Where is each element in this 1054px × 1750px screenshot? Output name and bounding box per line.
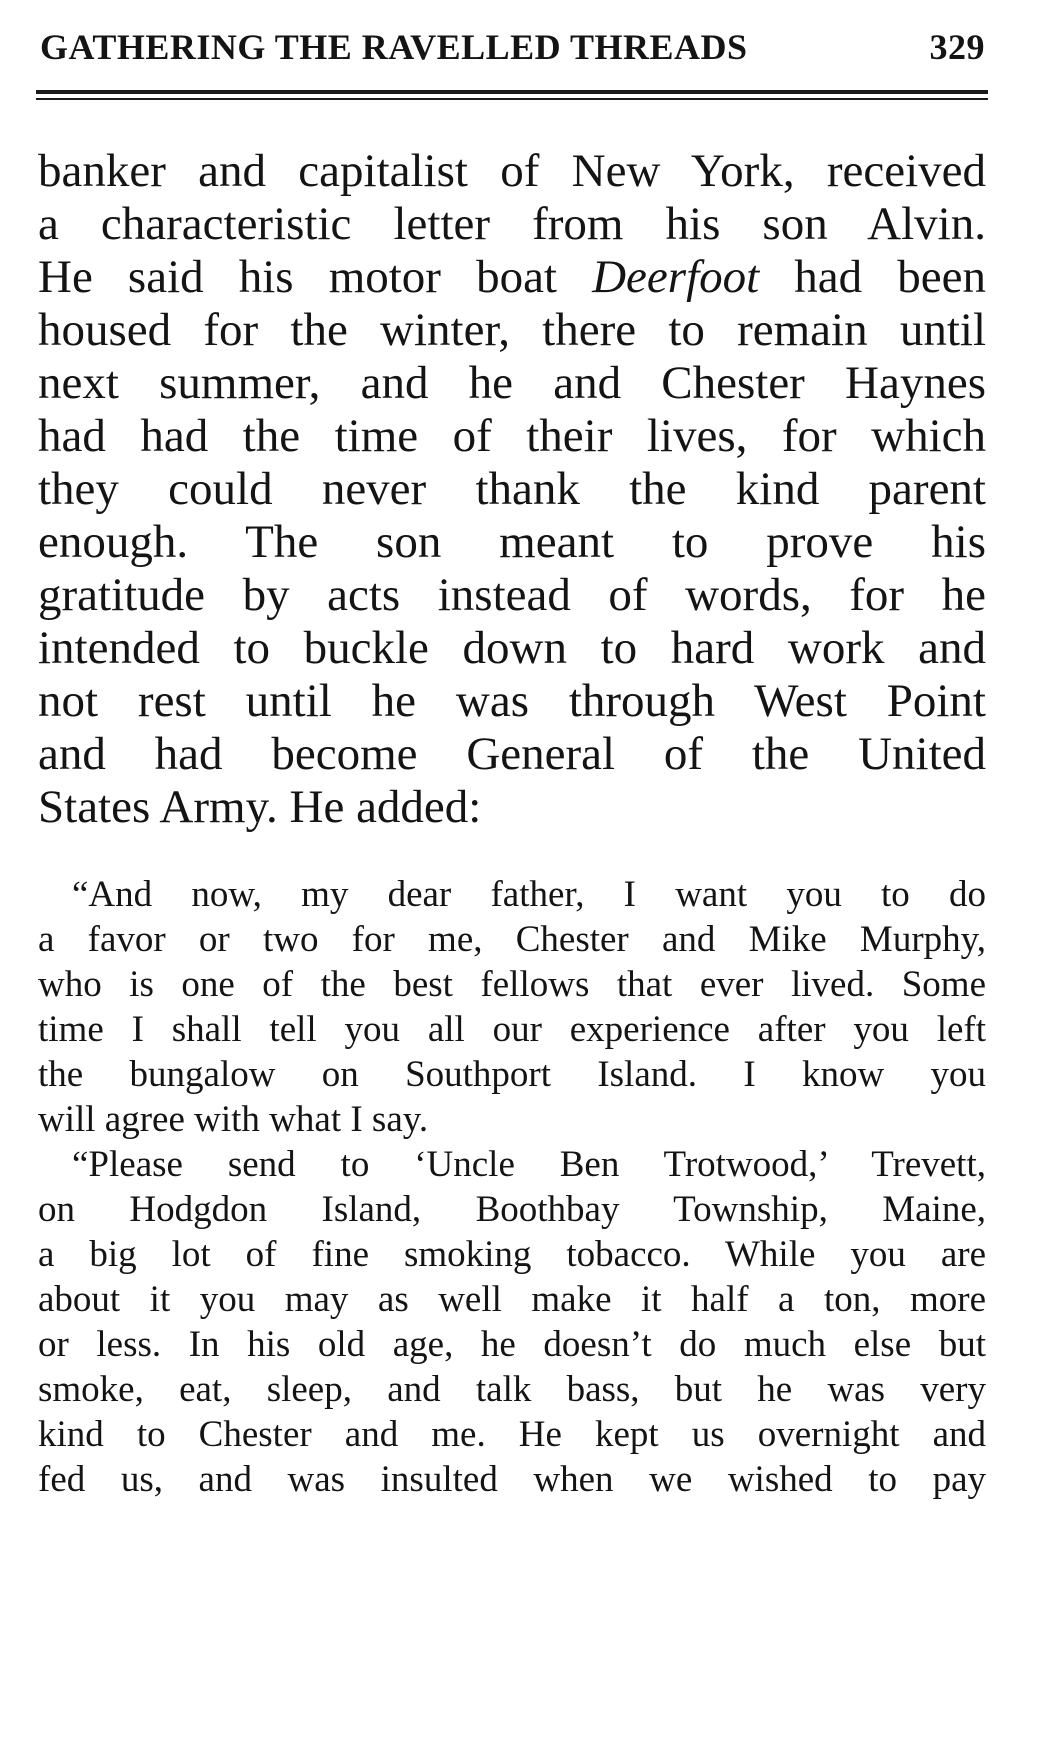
text-line: housed for the winter, there to remain until xyxy=(38,304,986,356)
text-line: had had the time of their lives, for which xyxy=(38,410,986,462)
text-line: a characteristic letter from his son Alvin. xyxy=(38,198,986,250)
text-line: gratitude by acts instead of words, for he xyxy=(38,569,986,621)
text-line: enough. The son meant to prove his xyxy=(38,516,986,568)
running-title: GATHERING THE RAVELLED THREADS xyxy=(40,27,748,67)
text-line: next summer, and he and Chester Haynes xyxy=(38,357,986,409)
text-line: kind to Chester and me. He kept us overnight and xyxy=(38,1414,986,1455)
text-line: “Please send to ‘Uncle Ben Trotwood,’ Trevett, xyxy=(72,1144,986,1185)
text-line: and had become General of the United xyxy=(38,728,986,780)
page-number: 329 xyxy=(929,27,985,67)
text-line: the bungalow on Southport Island. I know you xyxy=(38,1054,986,1095)
text-line: on Hodgdon Island, Boothbay Township, Maine, xyxy=(38,1189,986,1230)
text-line: a favor or two for me, Chester and Mike Murphy, xyxy=(38,919,986,960)
text-line: intended to buckle down to hard work and xyxy=(38,622,986,674)
text-line: smoke, eat, sleep, and talk bass, but he was very xyxy=(38,1369,986,1410)
text-line: a big lot of fine smoking tobacco. While you are xyxy=(38,1234,986,1275)
text-line: “And now, my dear father, I want you to do xyxy=(72,874,986,915)
header-rule-thin xyxy=(36,98,988,100)
text-line: or less. In his old age, he doesn’t do much else but xyxy=(38,1324,986,1365)
text-line: States Army. He added: xyxy=(38,781,482,833)
text-line: not rest until he was through West Point xyxy=(38,675,986,727)
running-header xyxy=(40,26,985,76)
text-line: about it you may as well make it half a ton, more xyxy=(38,1279,986,1320)
text-line: He said his motor boat Deerfoot had been xyxy=(38,251,986,303)
text-line: banker and capitalist of New York, received xyxy=(38,145,986,197)
text-line: time I shall tell you all our experience after you left xyxy=(38,1009,986,1050)
header-rule-thick xyxy=(36,90,988,94)
text-line: will agree with what I say. xyxy=(38,1099,429,1140)
text-line: fed us, and was insulted when we wished to pay xyxy=(38,1459,986,1500)
text-line: who is one of the best fellows that ever lived. Some xyxy=(38,964,986,1005)
text-line: they could never thank the kind parent xyxy=(38,463,986,515)
